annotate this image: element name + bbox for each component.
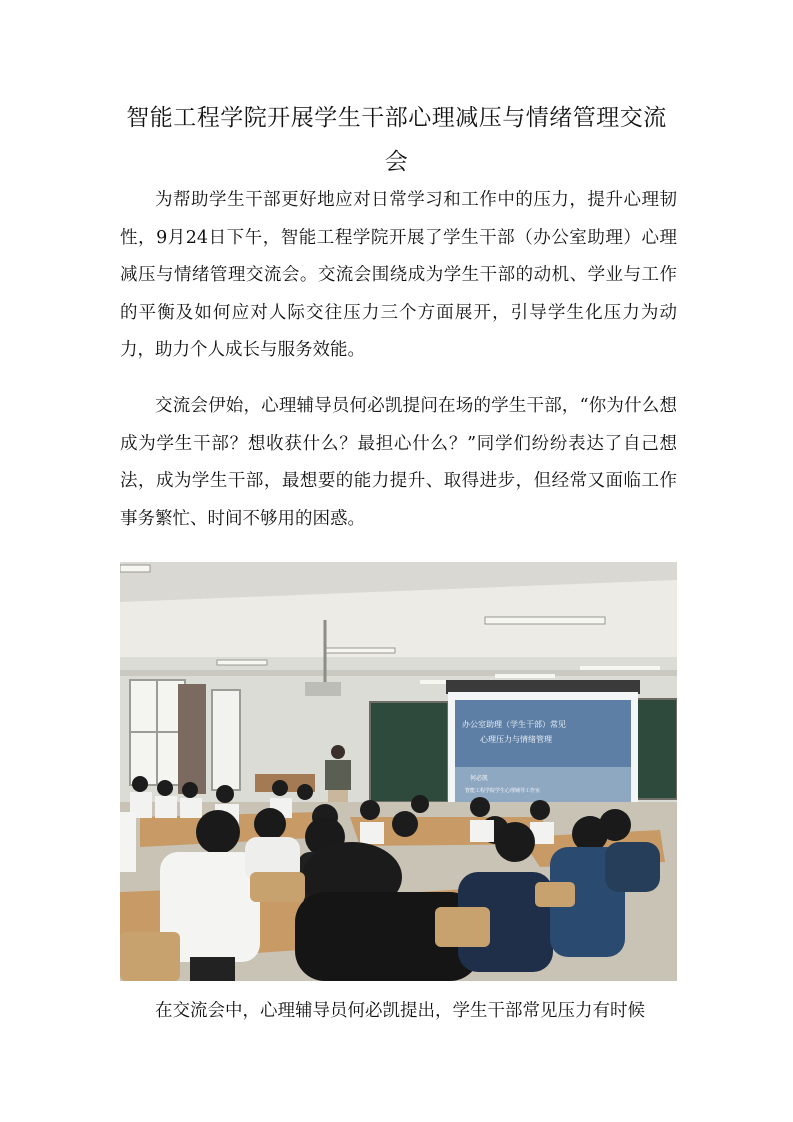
slide-org-text: 智能工程学院学生心理辅导工作室 (465, 788, 541, 794)
paragraph-intro: 为帮助学生干部更好地应对日常学习和工作中的压力，提升心理韧性，9月24日下午，智能工程学院开展了学生干部（办公室助理）心理减压与情绪管理交流会。交流会围绕成为学生干部的动机、学业与工作的平衡及如何应对人际交往压力三个方面展开，引导学生化压力为动力，助力个人成长与服务效能。 (120, 190, 677, 360)
slide-subtitle-text: 心理压力与情绪管理 (480, 735, 552, 744)
slide-speaker-text: 何必凯 (470, 775, 489, 782)
article-title: 智能工程学院开展学生干部心理减压与情绪管理交流会 (126, 105, 667, 175)
paragraph-continued: 在交流会中，心理辅导员何必凯提出，学生干部常见压力有时候 (155, 1001, 645, 1021)
paragraph-opening: 交流会伊始，心理辅导员何必凯提问在场的学生干部，“你为什么想成为学生干部？想收获什么？最担心什么？”同学们纷纷表达了自己想法，成为学生干部，最想要的能力提升、取得进步，但经常又面临工作事务繁忙、时间不够用的困惑。 (120, 396, 677, 529)
slide-title-text: 办公室助理（学生干部）常见 (462, 720, 566, 729)
classroom-photo (120, 562, 677, 981)
